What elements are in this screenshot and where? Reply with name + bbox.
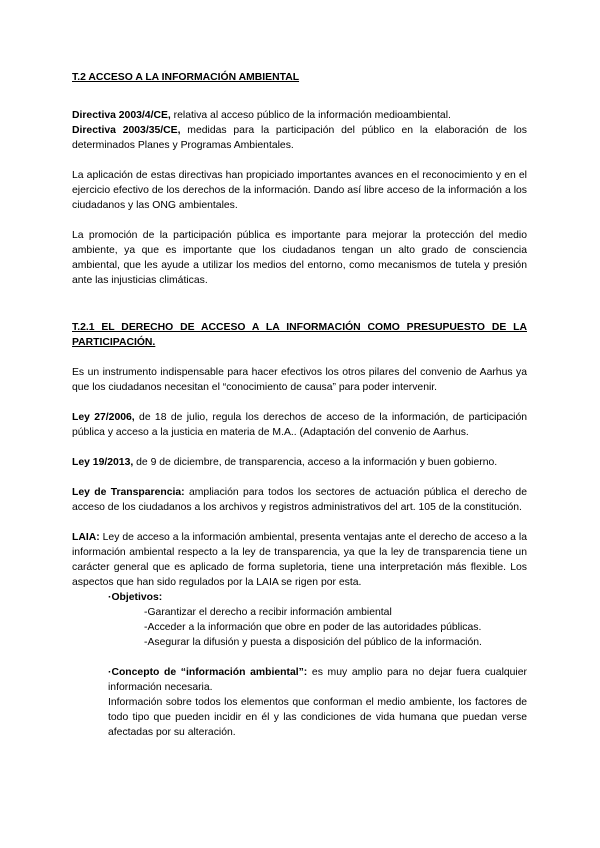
list-item: -Acceder a la información que obre en poder de las autoridades públicas. (144, 622, 482, 633)
directive-2003-35: Directiva 2003/35/CE, medidas para la participación del público en la elaboración de los determinados Planes y Programas Ambientales. (72, 125, 527, 151)
objetivos-label: ·Objetivos: (108, 592, 163, 603)
concepto-heading: ·Concepto de “información ambiental”: es muy amplio para no dejar fuera cualquier información necesaria. (108, 667, 527, 693)
objetivos-list (72, 605, 527, 650)
concepto-paragraph: Información sobre todos los elementos que conforman el medio ambiente, los factores de todo tipo que pueden incidir en él y las condiciones de vida humana que puedan verse afectadas por su alteración. (108, 697, 527, 738)
list-item: -Asegurar la difusión y puesta a disposición del público de la información. (144, 637, 482, 648)
laia: LAIA: Ley de acceso a la información ambiental, presenta ventajas ante el derecho de acceso a la información ambiental respecto a la ley de transparencia, ya que la ley de transparencia tiene un carácter general que es aplicado de forma supletoria, tiene una interpretación más flexible. Los aspectos que han sido regulados por la LAIA se rigen por esta. (72, 532, 527, 588)
ley-19-2013: Ley 19/2013, de 9 de diciembre, de transparencia, acceso a la información y buen gobierno. (72, 457, 498, 468)
list-item: -Garantizar el derecho a recibir información ambiental (144, 607, 392, 618)
directive-2003-4: Directiva 2003/4/CE, relativa al acceso público de la información medioambiental. (72, 110, 451, 121)
section-title: T.2 ACCESO A LA INFORMACIÓN AMBIENTAL (72, 72, 300, 83)
ley-27-2006: Ley 27/2006, de 18 de julio, regula los derechos de acceso de la información, de participación pública y acceso a la justicia en materia de M.A.. (Adaptación del convenio de Aarhus. (72, 412, 528, 438)
document-page (72, 70, 527, 740)
ley-transparencia: Ley de Transparencia: ampliación para todos los sectores de actuación pública el derecho de acceso de los ciudadanos a los archivos y registros administrativos del art. 105 de la constitución. (72, 487, 527, 513)
concepto-block (72, 665, 527, 740)
paragraph-participation: La promoción de la participación pública es importante para mejorar la protección del medio ambiente, ya que es importante que los ciudadanos tengan un alto grado de consciencia ambiental, que les ayude a utilizar los medios del entorno, como mecanismos de tutela y presión ante las injusticias climáticas. (72, 230, 527, 286)
paragraph-intro: Es un instrumento indispensable para hacer efectivos los otros pilares del convenio de Aarhus ya que los ciudadanos necesitan el “conocimiento de causa” para poder intervenir. (72, 367, 527, 393)
paragraph-directives: La aplicación de estas directivas han propiciado importantes avances en el reconocimiento y en el ejercicio efectivo de los derechos de la información. Dando así libre acceso de la información a los ciudadanos y las ONG ambientales. (72, 170, 527, 211)
subsection-title: T.2.1 EL DERECHO DE ACCESO A LA INFORMACIÓN COMO PRESUPUESTO DE LA PARTICIPACIÓN. (72, 322, 527, 348)
